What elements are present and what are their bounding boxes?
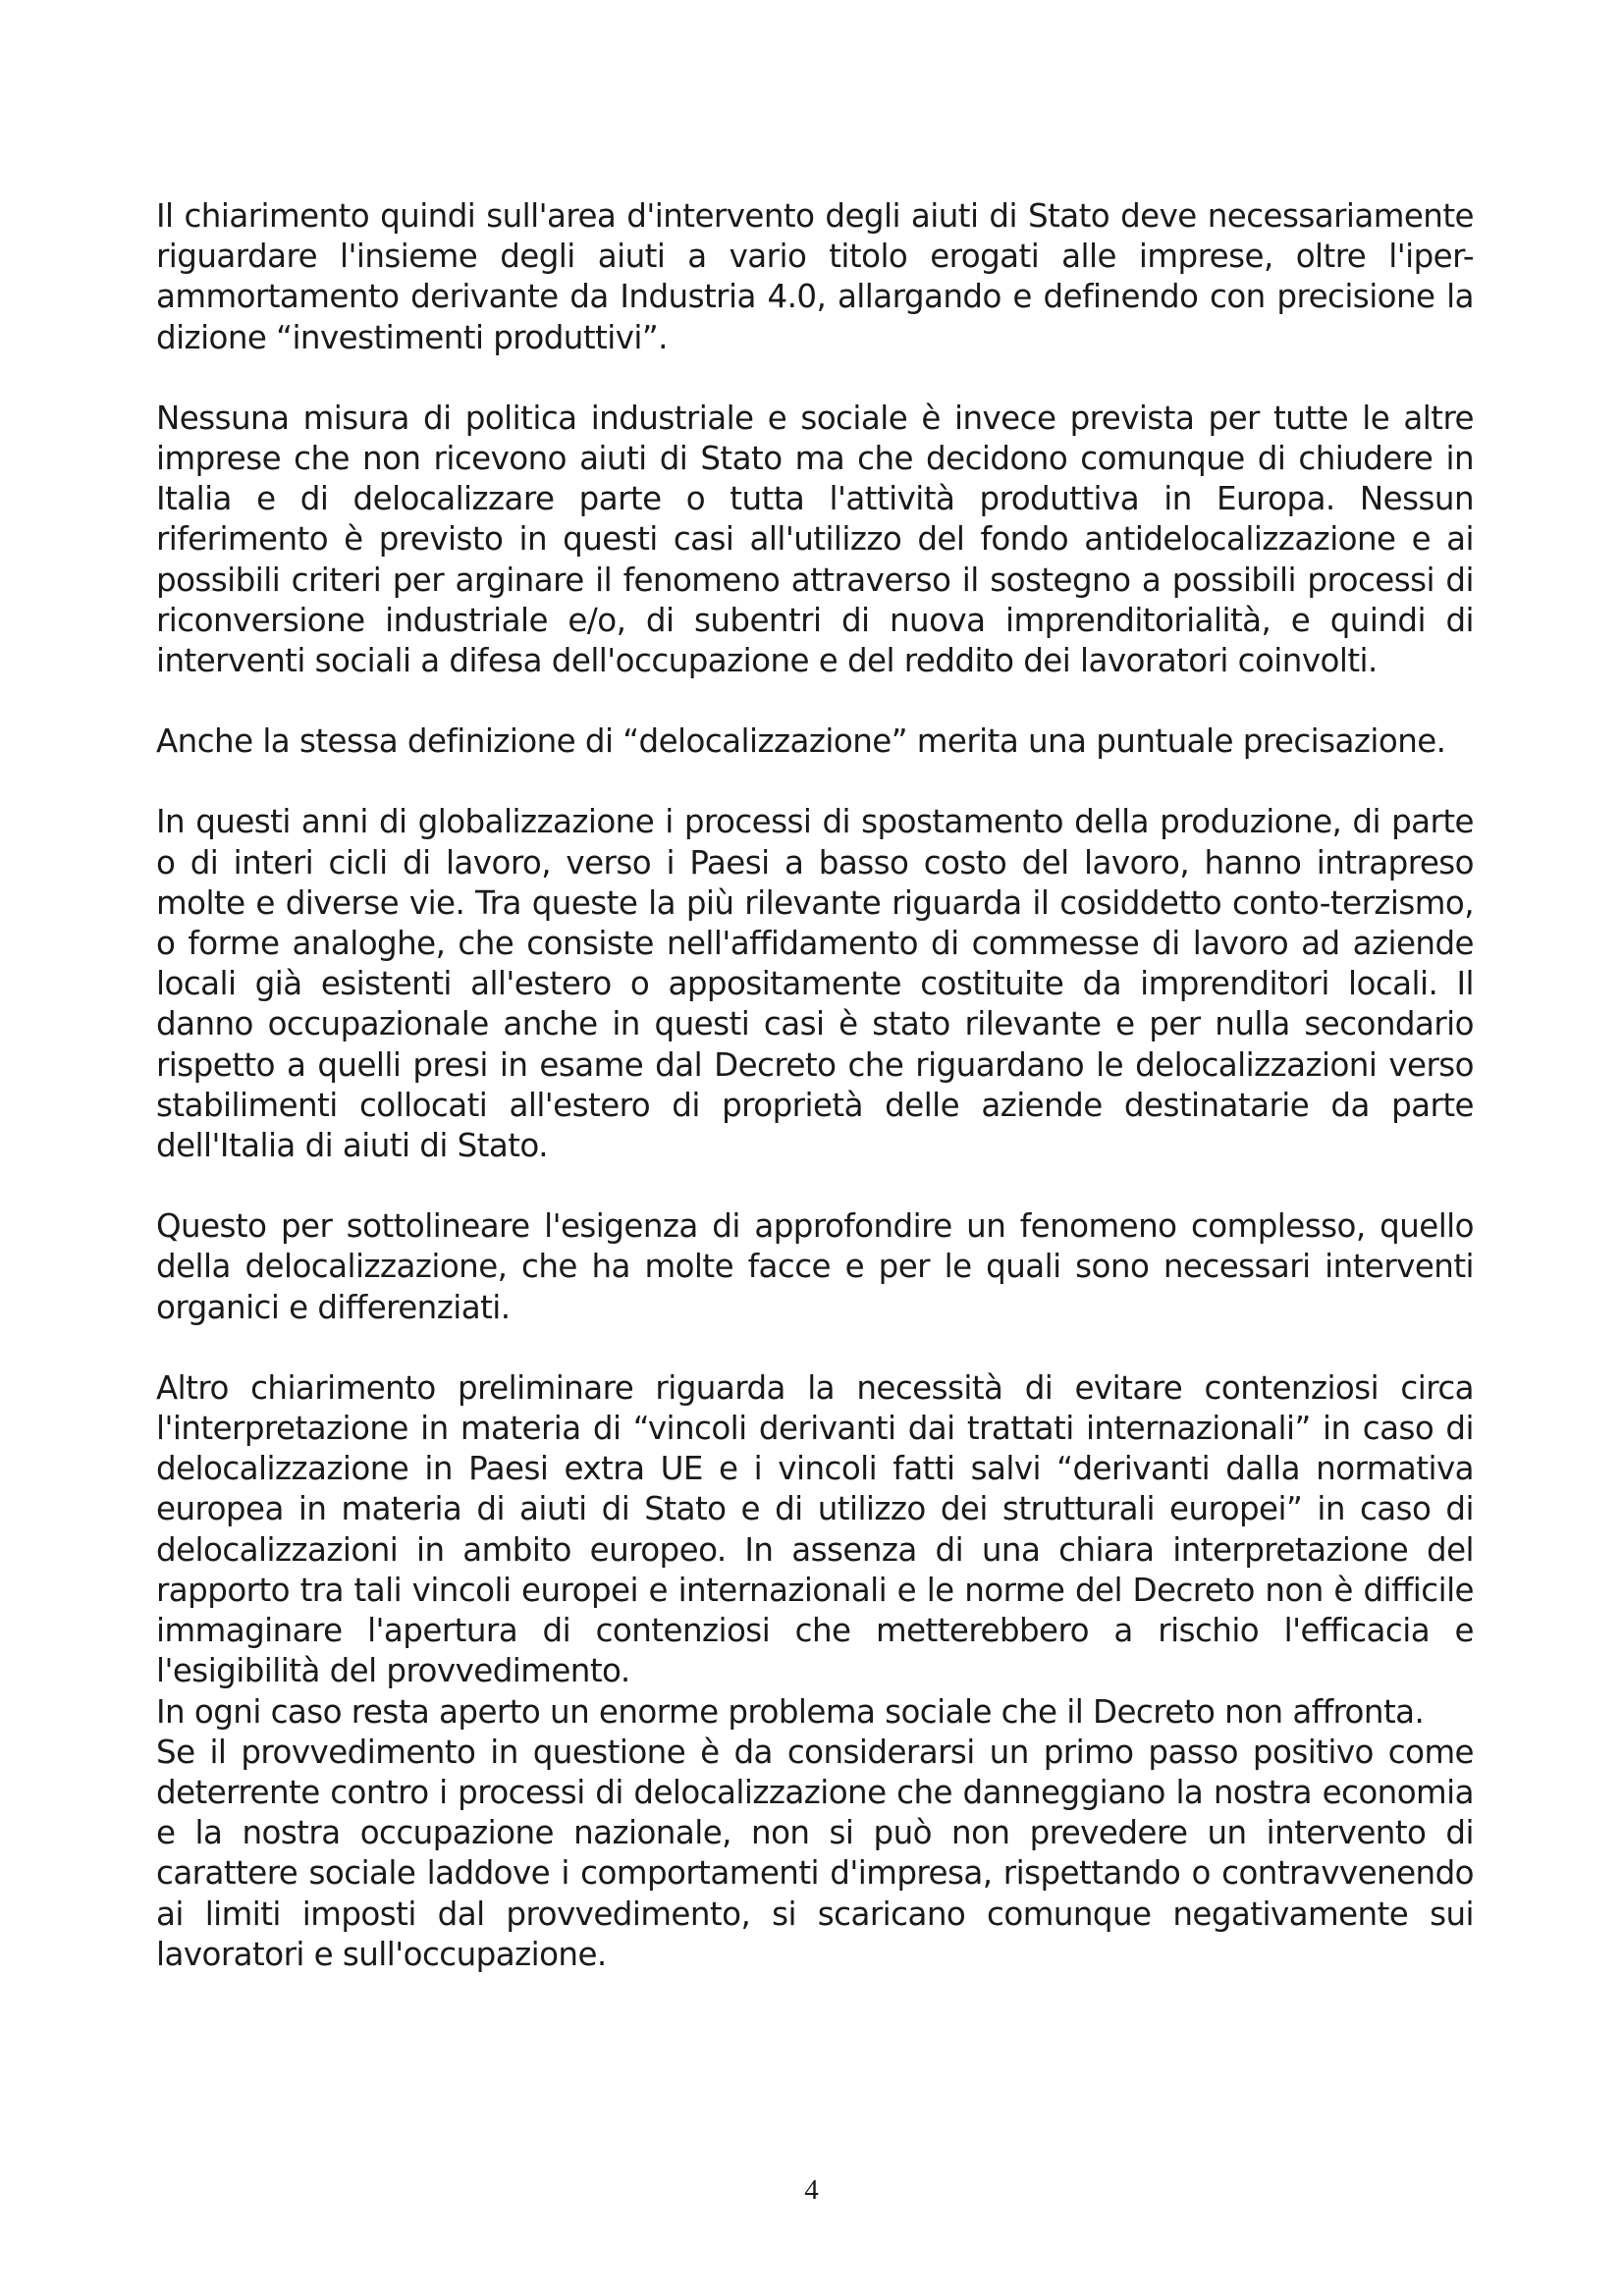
paragraph-aiuti-di-stato: Il chiarimento quindi sull'area d'intervento degli aiuti di Stato deve necessariamente riguardare l'insieme degli aiuti a vario titolo erogati alle imprese, oltre l'iper-ammortamento derivante da Industria 4.0, allargando e definendo con precisione la dizione “investimenti produttivi”. bbox=[156, 197, 1474, 356]
paragraph-contenziosi: Altro chiarimento preliminare riguarda la necessità di evitare contenziosi circa l'interpretazione in materia di “vincoli derivanti dai trattati internazionali” in caso di delocalizzazione in Paesi extra UE e i vincoli fatti salvi “derivanti dalla normativa europea in materia di aiuti di Stato e di utilizzo dei strutturali europei” in caso di delocalizzazioni in ambito europeo. In assenza di una chiara interpretazione del rapporto tra tali vincoli europei e internazionali e le norme del Decreto non è difficile immaginare l'apertura di contenziosi che metterebbero a rischio l'efficacia e l'esigibilità del provvedimento. bbox=[156, 1368, 1474, 1690]
body-text bbox=[156, 196, 1474, 1975]
paragraph-intervento-sociale: Se il provvedimento in questione è da considerarsi un primo passo positivo come deterrente contro i processi di delocalizzazione che danneggiano la nostra economia e la nostra occupazione nazionale, non si può non prevedere un intervento di carattere sociale laddove i comportamenti d'impresa, rispettando o contravvenendo ai limiti imposti dal provvedimento, si scaricano comunque negativamente sui lavoratori e sull'occupazione. bbox=[156, 1733, 1474, 1973]
paragraph-politica-industriale: Nessuna misura di politica industriale e sociale è invece prevista per tutte le altre imprese che non ricevono aiuti di Stato ma che decidono comunque di chiudere in Italia e di delocalizzare parte o tutta l'attività produttiva in Europa. Nessun riferimento è previsto in questi casi all'utilizzo del fondo antidelocalizzazione e ai possibili criteri per arginare il fenomeno attraverso il sostegno a possibili processi di riconversione industriale e/o, di subentri di nuova imprenditorialità, e quindi di interventi sociali a difesa dell'occupazione e del reddito dei lavoratori coinvolti. bbox=[156, 399, 1474, 680]
page-number: 4 bbox=[804, 2174, 819, 2206]
paragraph-definizione-delocalizzazione: Anche la stessa definizione di “delocalizzazione” merita una puntuale precisazione. bbox=[156, 722, 1446, 761]
paragraph-problema-sociale: In ogni caso resta aperto un enorme problema sociale che il Decreto non affronta. bbox=[156, 1692, 1425, 1731]
paragraph-globalizzazione: In questi anni di globalizzazione i processi di spostamento della produzione, di parte o di interi cicli di lavoro, verso i Paesi a basso costo del lavoro, hanno intrapreso molte e diverse vie. Tra queste la più rilevante riguarda il cosiddetto conto-terzismo, o forme analoghe, che consiste nell'affidamento di commesse di lavoro ad aziende locali già esistenti all'estero o appositamente costituite da imprenditori locali. Il danno occupazionale anche in questi casi è stato rilevante e per nulla secondario rispetto a quelli presi in esame dal Decreto che riguardano le delocalizzazioni verso stabilimenti collocati all'estero di proprietà delle aziende destinatarie da parte dell'Italia di aiuti di Stato. bbox=[156, 803, 1474, 1165]
paragraph-fenomeno-complesso: Questo per sottolineare l'esigenza di approfondire un fenomeno complesso, quello della delocalizzazione, che ha molte facce e per le quali sono necessari interventi organici e differenziati. bbox=[156, 1207, 1474, 1326]
